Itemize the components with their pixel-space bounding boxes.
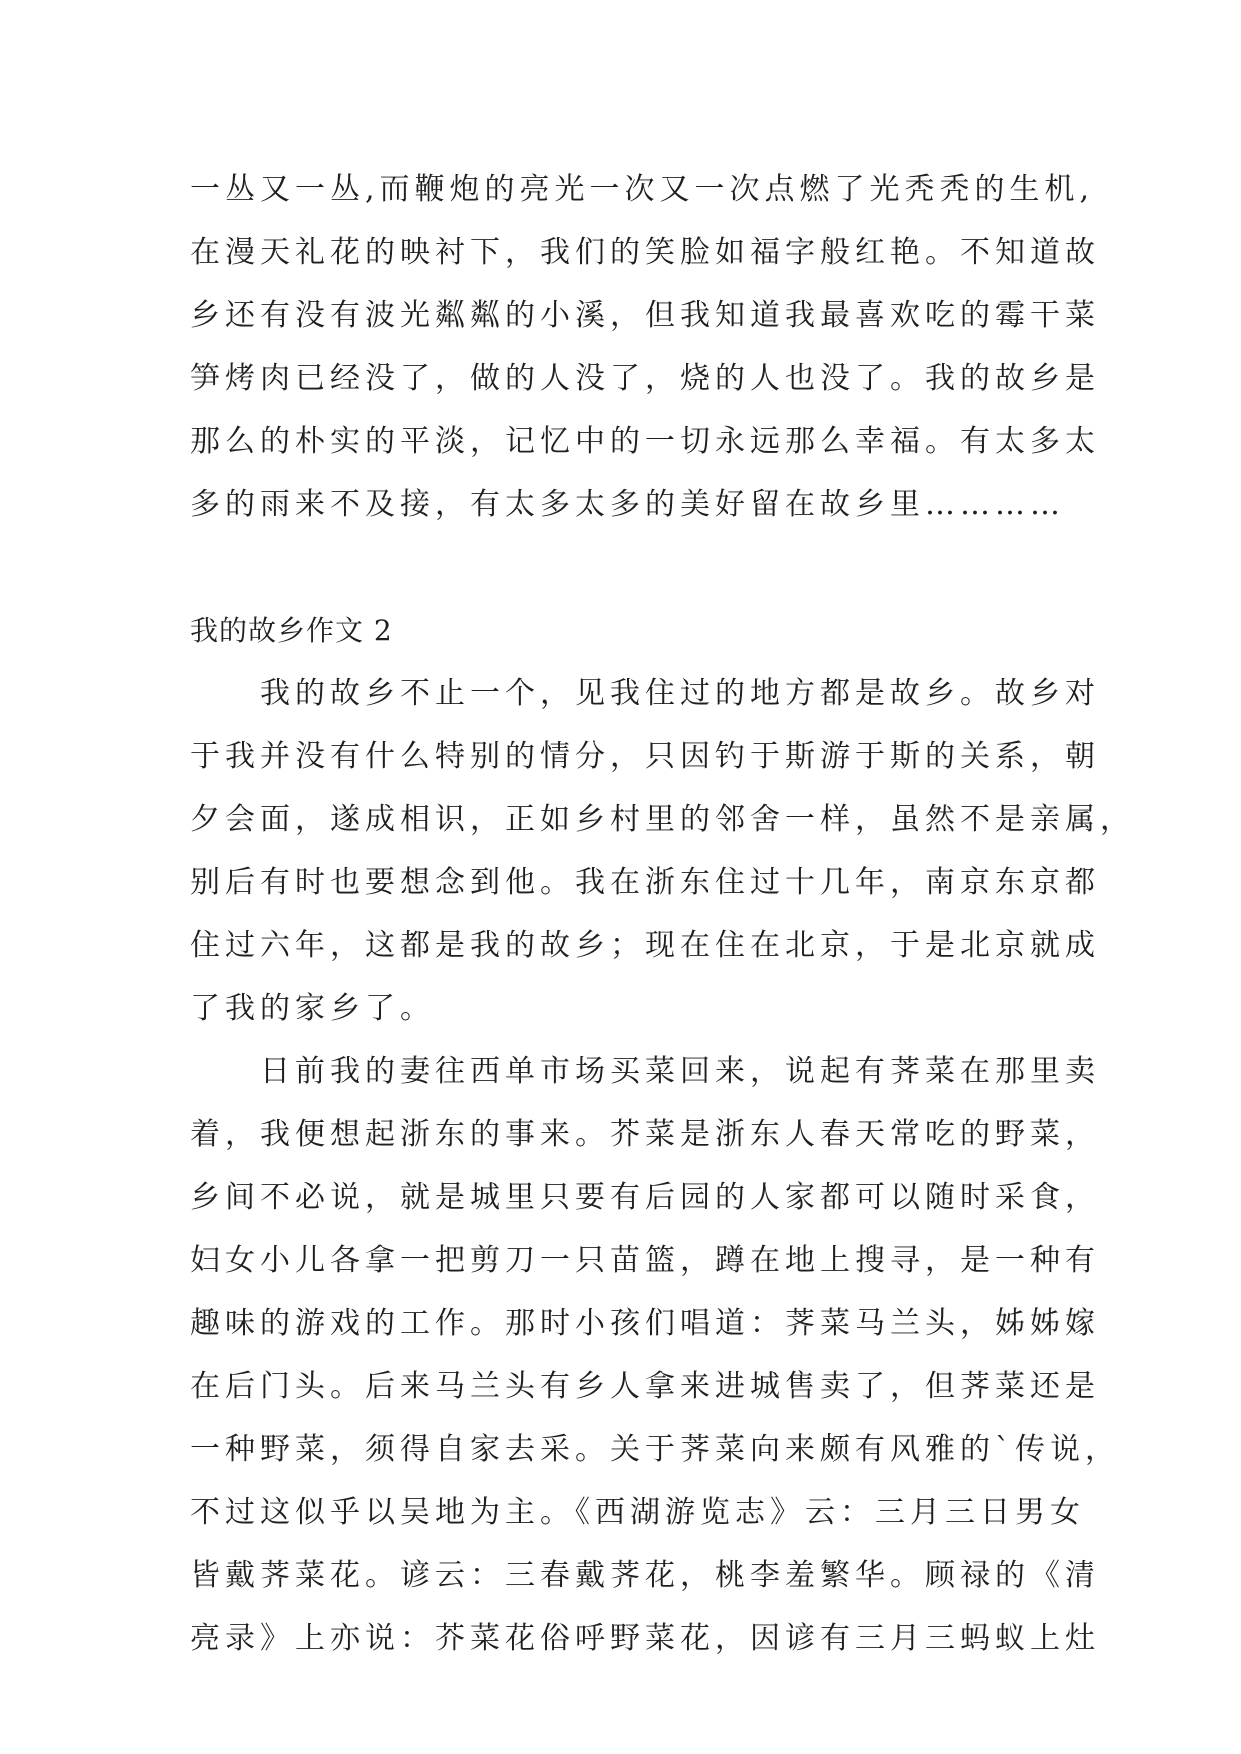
text-line: 乡间不必说，就是城里只要有后园的人家都可以随时采食，	[190, 1180, 1100, 1215]
text-line: 一种野菜，须得自家去采。关于荠菜向来颇有风雅的`传说，	[190, 1432, 1120, 1467]
text-line: 妇女小儿各拿一把剪刀一只苗篮，蹲在地上搜寻，是一种有	[190, 1243, 1100, 1278]
paragraph-2	[190, 1040, 1120, 1670]
text-line: 亮录》上亦说：芥菜花俗呼野菜花，因谚有三月三蚂蚁上灶	[190, 1621, 1100, 1656]
text-line: 趣味的游戏的工作。那时小孩们唱道：荠菜马兰头，姊姊嫁	[190, 1306, 1100, 1341]
text-line: 于我并没有什么特别的情分，只因钓于斯游于斯的关系，朝	[190, 739, 1100, 774]
paragraph-1	[190, 662, 1135, 1040]
section-heading: 我的故乡作文 2	[190, 614, 393, 647]
text-line: 夕会面，遂成相识，正如乡村里的邻舍一样，虽然不是亲属，	[190, 802, 1135, 837]
text-line: 那么的朴实的平淡，记忆中的一切永远那么幸福。有太多太	[190, 424, 1100, 459]
text-line: 在漫天礼花的映衬下，我们的笑脸如福字般红艳。不知道故	[190, 235, 1100, 270]
continued-paragraph	[190, 158, 1110, 536]
text-line: 我的故乡不止一个，见我住过的地方都是故乡。故乡对	[260, 676, 1100, 711]
text-line: 了我的家乡了。	[190, 991, 435, 1026]
text-line: 笋烤肉已经没了，做的人没了，烧的人也没了。我的故乡是	[190, 361, 1100, 396]
text-line: 乡还有没有波光粼粼的小溪，但我知道我最喜欢吃的霉干菜	[190, 298, 1100, 333]
blank-line	[190, 536, 1110, 599]
text-line: 住过六年，这都是我的故乡；现在住在北京，于是北京就成	[190, 928, 1100, 963]
text-line: 一丛又一丛,而鞭炮的亮光一次又一次点燃了光秃秃的生机,	[190, 172, 1095, 207]
text-line: 多的雨来不及接，有太多太多的美好留在故乡里…………	[190, 487, 1065, 522]
text-line: 在后门头。后来马兰头有乡人拿来进城售卖了，但荠菜还是	[190, 1369, 1100, 1404]
text-line: 日前我的妻往西单市场买菜回来，说起有荠菜在那里卖	[260, 1054, 1100, 1089]
text-line: 别后有时也要想念到他。我在浙东住过十几年，南京东京都	[190, 865, 1100, 900]
text-line: 皆戴荠菜花。谚云：三春戴荠花，桃李羞繁华。顾禄的《清	[190, 1558, 1100, 1593]
document-body	[190, 158, 1135, 1670]
text-line: 不过这似乎以吴地为主。《西湖游览志》云：三月三日男女	[190, 1495, 1085, 1530]
text-line: 着，我便想起浙东的事来。芥菜是浙东人春天常吃的野菜，	[190, 1117, 1100, 1152]
